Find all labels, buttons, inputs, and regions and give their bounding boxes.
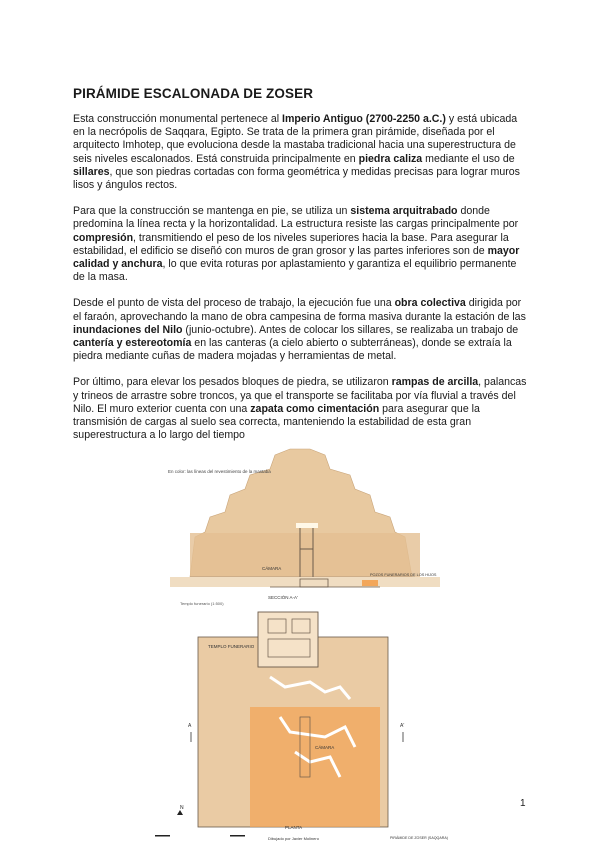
paragraph-3 (73, 297, 527, 363)
templo-block (258, 612, 318, 667)
camara-plan-label: CÁMARA (315, 745, 335, 750)
text-run: en las canteras (a cielo abierto o subterráneas), donde se extraía la piedra mediante cuñas de madera mojadas y herramientas de metal. (73, 337, 512, 363)
text-run: Desde el punto de vista del proceso de trabajo, la ejecución fue una (73, 297, 395, 310)
shaft-cap (296, 523, 318, 528)
plan-note: Templo funerario (1:500) (180, 601, 224, 606)
text-run: Por último, para elevar los pesados bloques de piedra, se utilizaron (73, 376, 392, 389)
plan-view (155, 601, 448, 841)
section-note: En color: las líneas del revestimiento de la mastaba (168, 469, 271, 474)
north-label: N (180, 805, 184, 811)
text-run: mediante el uso de (422, 152, 515, 165)
paragraph-2 (73, 205, 527, 284)
scale-bar-left (155, 835, 170, 837)
bold-term: piedra caliza (358, 152, 423, 165)
paragraph-1 (73, 113, 527, 192)
planta-label: PLANTA (285, 825, 303, 830)
bold-term: zapata como cimentación (250, 402, 380, 415)
section-view (168, 449, 440, 600)
paragraph-4 (73, 376, 527, 442)
text-run: , transmitiendo el peso de los niveles superiores hacia la base. Para asegurar la estabilidad, el edificio se diseñó con muros de gran grosor y las partes inferiores son de (73, 231, 509, 257)
text-run: (junio-octubre). Antes de colocar los sillares, se realizaba un trabajo de (182, 323, 519, 336)
text-run: dirigida por el faraón, aprovechando la mano de obra campesina de forma masiva durante la estación de las (73, 297, 526, 323)
bold-term: obra colectiva (394, 297, 466, 310)
legend-text: PIRÁMIDE DE ZOSER (SAQQARA) (390, 836, 448, 840)
bold-term: sillares (73, 165, 110, 178)
text-run: donde predomina la línea recta y la horizontalidad. La estructura resiste las cargas principalmente por (73, 205, 519, 231)
text-run: , palancas y trineos de arrastre sobre troncos, ya que el transporte se facilitaba por vía fluvial a través del Nilo. El muro exterior cuenta con una (73, 376, 527, 415)
page-number: 1 (520, 798, 526, 809)
bold-term: compresión (73, 231, 134, 244)
text-run: , lo que evita roturas por aplastamiento y garantiza el equilibrio permanente de la masa. (73, 258, 517, 284)
ground-band (170, 577, 440, 587)
camara-label: CÁMARA (262, 566, 282, 571)
section-mark-left: A (188, 723, 192, 729)
text-run: y está ubicada en la necrópolis de Saqqara, Egipto. Se trata de la primera gran pirámide, diseñada por el arquitecto Imhotep, que evoluciona desde la mastaba tradicional hacia una superestructura de seis niveles escalonados. Está construida principalmente en (73, 113, 518, 165)
bold-term: Imperio Antiguo (2700-2250 a.C.) (282, 113, 446, 125)
pozos-label: POZOS FUNERARIOS DE LOS HIJOS (370, 573, 437, 577)
page-title: PIRÁMIDE ESCALONADA DE ZOSER (73, 86, 314, 101)
bold-term: mayor calidad y anchura (73, 244, 520, 271)
body-text (73, 113, 527, 455)
pozos-mark (362, 580, 378, 586)
bold-term: rampas de arcilla (391, 376, 479, 389)
credit-text: Dibujado por Javier Molinero (268, 836, 319, 841)
section-base (190, 533, 420, 577)
scale-bar-right (230, 835, 245, 837)
bold-term: sistema arquitrabado (350, 205, 458, 218)
text-run: para asegurar que la transmisión de cargas al suelo sea correcta, manteniendo la estabilidad de esta gran superestructura a lo largo del tiempo (73, 402, 480, 442)
text-run: , que son piedras cortadas con forma geométrica y medidas precisas para lograr muros lisos y ángulos rectos. (73, 165, 520, 192)
pyramid-drawing (150, 437, 450, 847)
plan-pyramid-base (250, 707, 380, 827)
bold-term: cantería y estereotomía (73, 337, 192, 350)
text-run: Para que la construcción se mantenga en pie, se utiliza un (73, 205, 351, 218)
templo-label: TEMPLO FUNERARIO (208, 644, 255, 649)
text-run: Esta construcción monumental pertenece al (73, 113, 283, 125)
bold-term: inundaciones del Nilo (73, 323, 183, 336)
section-mark-right: A' (400, 723, 405, 729)
section-label: SECCIÓN A-A' (268, 595, 298, 600)
